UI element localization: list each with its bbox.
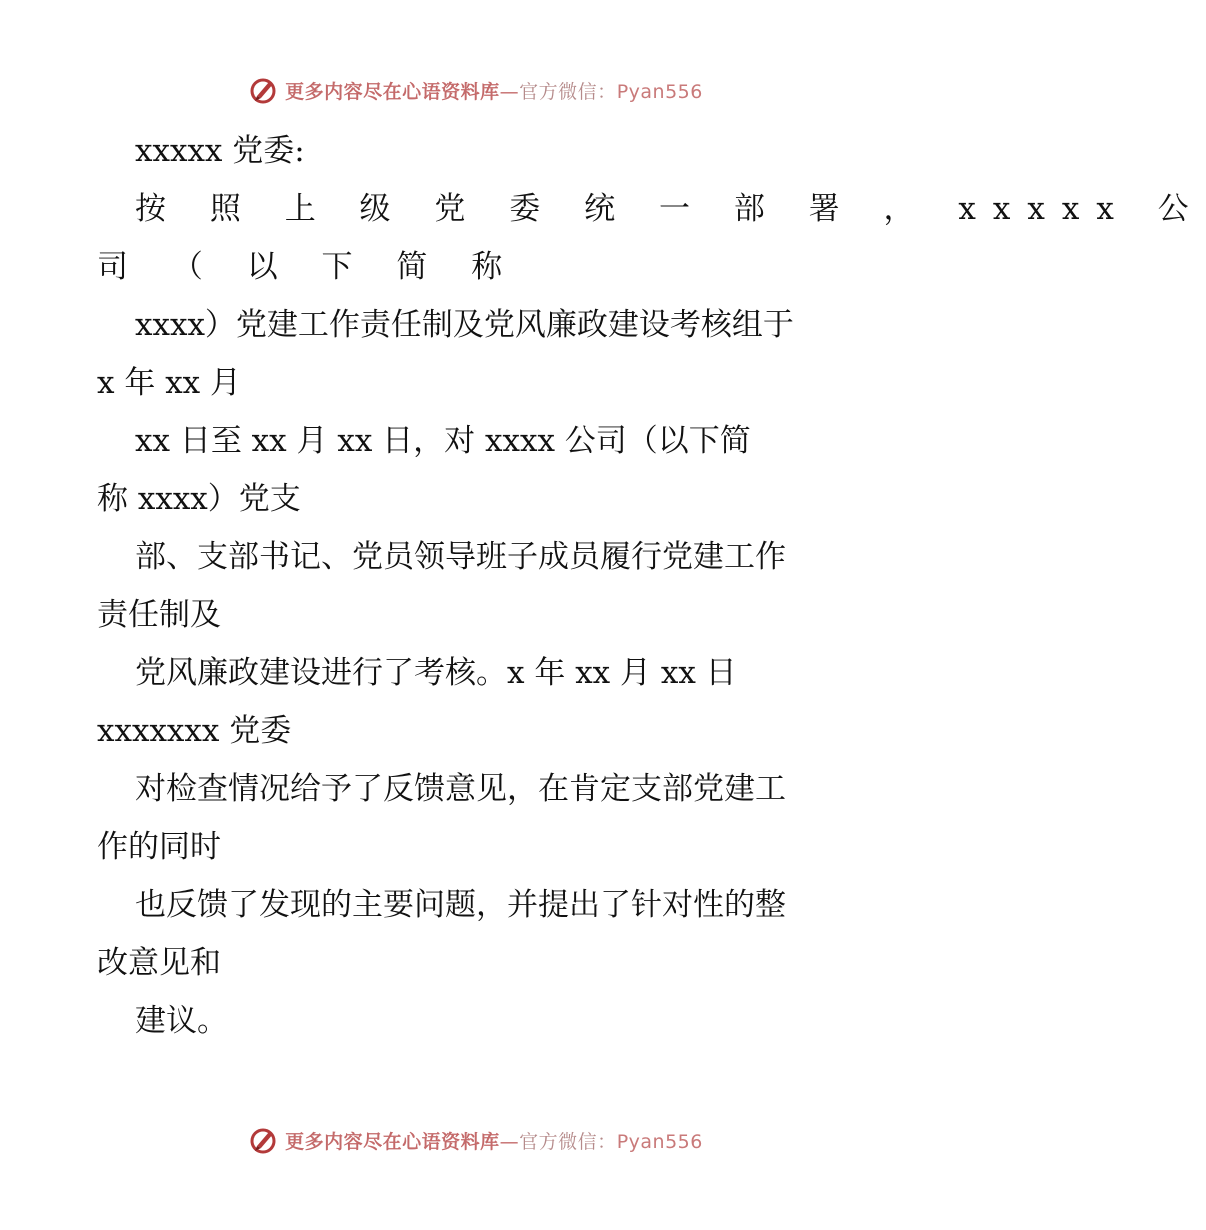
text-line: 部、支部书记、党员领导班子成员履行党建工作 bbox=[135, 539, 786, 575]
text-line: 也反馈了发现的主要问题，并提出了针对性的整 bbox=[135, 887, 786, 923]
text-line: xx 日至 xx 月 xx 日，对 xxxx 公司（以下简 bbox=[135, 423, 751, 459]
watermark-sub: 官方微信： bbox=[519, 1130, 617, 1153]
watermark-main: 更多内容尽在心语资料库 bbox=[285, 1130, 500, 1153]
watermark-dash: — bbox=[499, 80, 520, 103]
watermark-text bbox=[285, 1127, 703, 1154]
text-line: xxxxxxx 党委 bbox=[97, 713, 292, 749]
watermark-dash: — bbox=[499, 1130, 520, 1153]
document-body bbox=[97, 122, 1206, 1050]
text-line: x 年 xx 月 bbox=[97, 365, 242, 401]
text-line: 司 （ 以 下 简 称 bbox=[97, 249, 520, 285]
text-line: 称 xxxx）党支 bbox=[97, 481, 301, 517]
watermark-header bbox=[0, 70, 950, 110]
text-line: 党风廉政建设进行了考核。x 年 xx 月 xx 日 bbox=[135, 655, 737, 691]
watermark-text bbox=[285, 77, 703, 104]
text-line: 改意见和 bbox=[97, 945, 221, 981]
text-line: 作的同时 bbox=[97, 829, 221, 865]
salutation: xxxxx 党委: bbox=[135, 133, 305, 169]
watermark-main: 更多内容尽在心语资料库 bbox=[285, 80, 500, 103]
text-line: xxxx）党建工作责任制及党风廉政建设考核组于 bbox=[135, 307, 794, 343]
text-line: 按 照 上 级 党 委 统 一 部 署 ， xxxxx 公 bbox=[135, 191, 1206, 227]
watermark-id: Pyan556 bbox=[616, 80, 703, 103]
text-line: 对检查情况给予了反馈意见，在肯定支部党建工 bbox=[135, 771, 786, 807]
text-line: 责任制及 bbox=[97, 597, 221, 633]
watermark-id: Pyan556 bbox=[616, 1130, 703, 1153]
pen-logo-icon bbox=[247, 1124, 279, 1156]
watermark-sub: 官方微信： bbox=[519, 80, 617, 103]
pen-logo-icon bbox=[247, 74, 279, 106]
watermark-footer bbox=[0, 1120, 950, 1160]
text-line: 建议。 bbox=[135, 1003, 228, 1039]
